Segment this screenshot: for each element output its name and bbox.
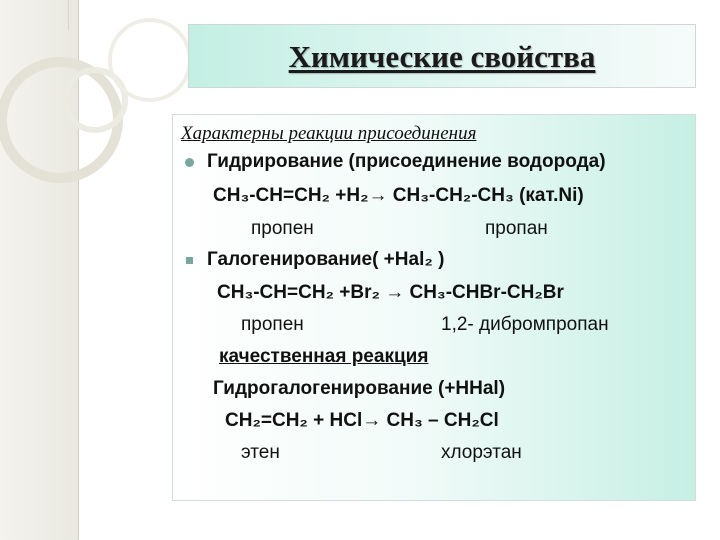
subtitle: Характерны реакции присоединения <box>181 123 477 144</box>
title-banner <box>188 24 696 88</box>
square-bullet-icon <box>186 257 193 264</box>
qualitative-equation: CH₂=CH₂ + HCl→ CH₃ – CH₂Cl <box>225 410 499 431</box>
content-panel <box>172 114 696 501</box>
qualitative-reaction-label: качественная реакция <box>219 346 429 367</box>
bullet-1-equation: CH₃-CH=CH₂ +H₂→ CH₃-CH₂-CH₃ (кат.Ni) <box>213 185 584 206</box>
bullet-2-equation: CH₃-CH=CH₂ +Br₂ → CH₃-CHBr-CH₂Br <box>217 282 564 303</box>
qualitative-heading: Гидрогалогенирование (+HHal) <box>213 378 506 399</box>
decorative-circles <box>0 0 200 220</box>
bullet-2-reactant-name: пропен <box>241 314 304 335</box>
round-bullet-icon <box>185 158 194 167</box>
slide-title: Химические свойства <box>288 39 596 74</box>
bullet-2-heading: Галогенирование( +Hal₂ ) <box>207 249 445 270</box>
qualitative-product-name: хлорэтан <box>441 442 522 463</box>
bullet-1-reactant-name: пропен <box>251 218 314 239</box>
bullet-1-product-name: пропан <box>485 218 548 239</box>
qualitative-reactant-name: этен <box>241 442 280 463</box>
bullet-2-product-name: 1,2- дибромпропан <box>441 314 609 335</box>
bullet-1-heading: Гидрирование (присоединение водорода) <box>207 151 606 172</box>
